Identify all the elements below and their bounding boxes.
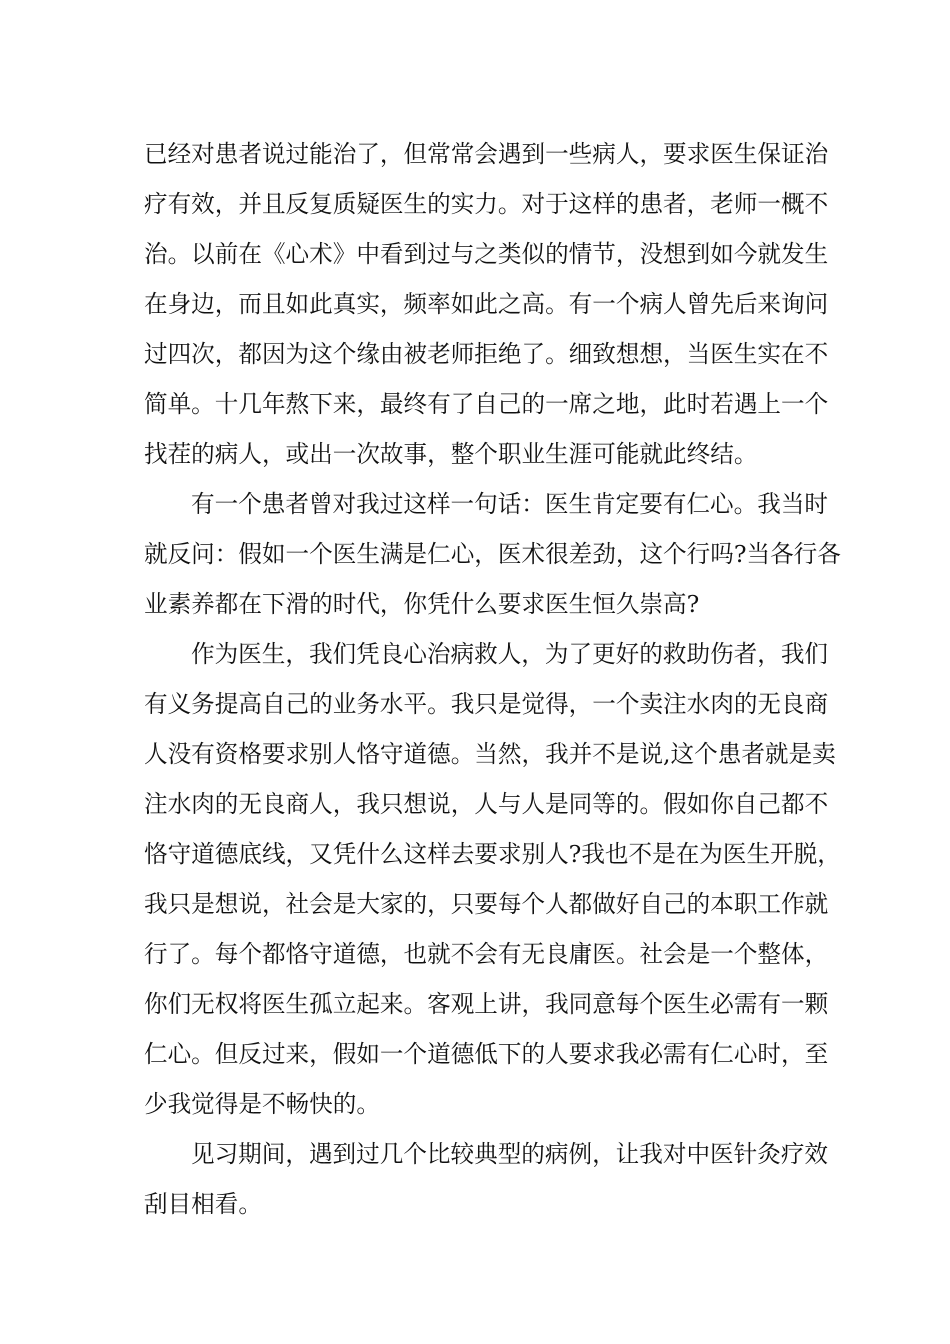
text-line: 治。以前在《心术》中看到过与之类似的情节，没想到如今就发生 [144,240,829,268]
paragraph-1 [144,129,829,479]
text-line: 人没有资格要求别人恪守道德。当然，我并不是说,这个患者就是卖 [144,740,836,768]
text-line: 仁心。但反过来，假如一个道德低下的人要求我必需有仁心时，至 [144,1040,829,1068]
paragraph-4 [144,1129,829,1229]
text-line: 行了。每个都恪守道德，也就不会有无良庸医。社会是一个整体， [144,940,829,968]
text-line: 刮目相看。 [144,1190,262,1218]
paragraph-2 [144,479,841,629]
text-line: 你们无权将医生孤立起来。客观上讲，我同意每个医生必需有一颗 [144,990,829,1018]
text-line: 找茬的病人，或出一次故事，整个职业生涯可能就此终结。 [144,440,758,468]
text-line: 在身边，而且如此真实，频率如此之高。有一个病人曾先后来询问 [144,290,829,318]
text-line: 作为医生，我们凭良心治病救人，为了更好的救助伤者，我们 [191,640,829,668]
document-body [144,129,841,1229]
text-line: 注水肉的无良商人，我只想说，人与人是同等的。假如你自己都不 [144,790,829,818]
text-line: 过四次，都因为这个缘由被老师拒绝了。细致想想，当医生实在不 [144,340,829,368]
text-line: 已经对患者说过能治了，但常常会遇到一些病人，要求医生保证治 [144,140,829,168]
text-line: 见习期间，遇到过几个比较典型的病例，让我对中医针灸疗效 [191,1140,829,1168]
text-line: 少我觉得是不畅快的。 [144,1090,380,1118]
text-line: 我只是想说，社会是大家的，只要每个人都做好自己的本职工作就 [144,890,829,918]
paragraph-3 [144,629,841,1129]
text-line: 业素养都在下滑的时代，你凭什么要求医生恒久崇高? [144,590,700,618]
text-line: 简单。十几年熬下来，最终有了自己的一席之地，此时若遇上一个 [144,390,829,418]
text-line: 疗有效，并且反复质疑医生的实力。对于这样的患者，老师一概不 [144,190,829,218]
text-line: 恪守道德底线，又凭什么这样去要求别人?我也不是在为医生开脱， [144,840,841,868]
text-line: 就反问：假如一个医生满是仁心，医术很差劲，这个行吗?当各行各 [144,540,841,568]
text-line: 有义务提高自己的业务水平。我只是觉得，一个卖注水肉的无良商 [144,690,829,718]
text-line: 有一个患者曾对我过这样一句话：医生肯定要有仁心。我当时 [191,490,829,518]
